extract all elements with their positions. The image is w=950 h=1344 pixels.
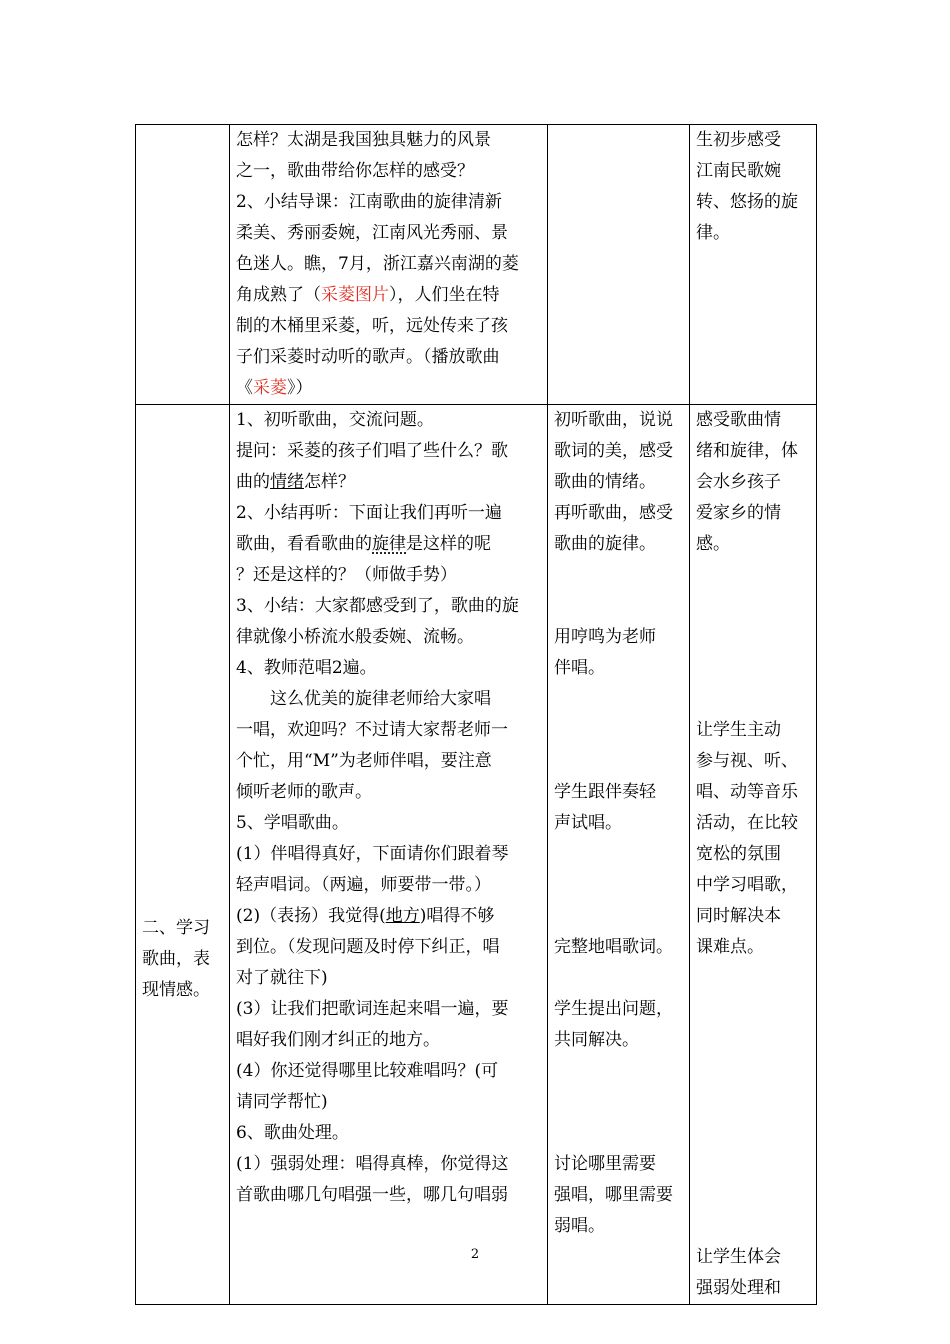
text-line: 现情感。 [142, 980, 210, 1000]
text-line: 二、学习 [142, 918, 210, 938]
text-line: 唱、动等音乐 [696, 782, 798, 802]
text-line: 3、小结：大家都感受到了，歌曲的旋 [236, 596, 519, 616]
text-line: 参与视、听、 [696, 751, 798, 771]
spacer [554, 839, 685, 932]
text-line: 首歌曲哪几句唱强一些，哪几句唱弱 [236, 1185, 508, 1205]
text-line: 角成熟了（采菱图片），人们坐在特 [236, 285, 500, 305]
student-cell [548, 405, 690, 1305]
text-line: 到位。（发现问题及时停下纠正，唱 [236, 937, 500, 957]
text-line: 对了就往下) [236, 968, 328, 988]
text-line: 活动，在比较 [696, 813, 798, 833]
underlined-text: 地方 [385, 906, 420, 926]
spacer [554, 560, 685, 622]
text-line: 强弱处理和 [696, 1278, 781, 1298]
text-line: 会水乡孩子 [696, 472, 781, 492]
text-line: 曲的情绪怎样？ [236, 472, 355, 492]
text-line: (2)（表扬）我觉得(地方)唱得不够 [236, 906, 495, 926]
text-line: 伴唱。 [554, 658, 605, 678]
stage-cell [136, 405, 230, 1305]
text-line: 倾听老师的歌声。 [236, 782, 372, 802]
activity-cell [230, 125, 548, 405]
text-line: 初听歌曲，说说 [554, 410, 673, 430]
text-line: 歌词的美，感受 [554, 441, 673, 461]
intent-cell [690, 125, 817, 405]
text-line: 让学生体会 [696, 1247, 781, 1267]
text-line: (1）伴唱得真好，下面请你们跟着琴 [236, 844, 509, 864]
text-line: 制的木桶里采菱，听，远处传来了孩 [236, 316, 508, 336]
text-line: (3）让我们把歌词连起来唱一遍，要 [236, 999, 509, 1019]
spacer [554, 684, 685, 777]
text-line: 4、教师范唱2遍。 [236, 658, 377, 678]
text-line: 5、学唱歌曲。 [236, 813, 349, 833]
activity-cell [230, 405, 548, 1305]
text-line: 1、初听歌曲，交流问题。 [236, 410, 434, 430]
text-line: 感受歌曲情 [696, 410, 781, 430]
text-line: 《采菱》） [236, 378, 313, 398]
text-line: 用哼鸣为老师 [554, 627, 656, 647]
table-row [136, 125, 817, 405]
text-line: 轻声唱词。（两遍，师要带一带。） [236, 875, 491, 895]
text-line: 柔美、秀丽委婉，江南风光秀丽、景 [236, 223, 508, 243]
spacer [696, 1149, 812, 1242]
text-line: 感。 [696, 534, 730, 554]
text-line: 课难点。 [696, 937, 764, 957]
text-line: 个忙，用“M”为老师伴唱，要注意 [236, 751, 492, 771]
page-number: 2 [470, 1247, 480, 1262]
highlight-text: 采菱图片 [321, 285, 389, 305]
text-line: 声试唱。 [554, 813, 622, 833]
text-line: 请同学帮忙) [236, 1092, 328, 1112]
text-line: 学生提出问题， [554, 999, 673, 1019]
spacer [696, 963, 812, 1056]
text-line: ？还是这样的？（师做手势） [236, 565, 457, 585]
text-line: 江南民歌婉 [696, 161, 781, 181]
text-line: 子们采菱时动听的歌声。（播放歌曲 [236, 347, 500, 367]
text-line: 弱唱。 [554, 1216, 605, 1236]
text-line: 歌曲的旋律。 [554, 534, 656, 554]
intent-cell [690, 405, 817, 1305]
text-line: 律。 [696, 223, 730, 243]
text-line: 学生跟伴奏轻 [554, 782, 656, 802]
text-line: 转、悠扬的旋 [696, 192, 798, 212]
text-line: 2、小结导课：江南歌曲的旋律清新 [236, 192, 502, 212]
text-line: 同时解决本 [696, 906, 781, 926]
text-line: 怎样？太湖是我国独具魅力的风景 [236, 130, 491, 150]
text-line: 绪和旋律，体 [696, 441, 798, 461]
text-line: 让学生主动 [696, 720, 781, 740]
text-line: 律就像小桥流水般委婉、流畅。 [236, 627, 474, 647]
lesson-plan-table [135, 124, 817, 1305]
text-line: 共同解决。 [554, 1030, 639, 1050]
spacer [554, 1056, 685, 1149]
text-line: 再听歌曲，感受 [554, 503, 673, 523]
text-line: 之一，歌曲带给你怎样的感受？ [236, 161, 474, 181]
emphasis-text: 旋律 [372, 534, 406, 554]
text-line: 歌曲，看看歌曲的旋律是这样的呢 [236, 534, 491, 554]
text-line: 唱好我们刚才纠正的地方。 [236, 1030, 440, 1050]
text-line: 宽松的氛围 [696, 844, 781, 864]
text-line: 提问：采菱的孩子们唱了些什么？歌 [236, 441, 508, 461]
underlined-text: 情绪 [270, 472, 304, 492]
spacer [696, 560, 812, 622]
highlight-text: 采菱 [253, 378, 287, 398]
text-line: 强唱，哪里需要 [554, 1185, 673, 1205]
text-line: 一唱，欢迎吗？不过请大家帮老师一 [236, 720, 508, 740]
text-line: 色迷人。瞧，7月，浙江嘉兴南湖的菱 [236, 254, 519, 274]
spacer [696, 1056, 812, 1149]
text-line: (1）强弱处理：唱得真棒，你觉得这 [236, 1154, 509, 1174]
text-line: 完整地唱歌词。 [554, 937, 673, 957]
text-line: 中学习唱歌， [696, 875, 798, 895]
text-line: (4）你还觉得哪里比较难唱吗？(可 [236, 1061, 499, 1081]
text-line: 6、歌曲处理。 [236, 1123, 349, 1143]
student-cell [548, 125, 690, 405]
spacer [554, 963, 685, 994]
text-line: 讨论哪里需要 [554, 1154, 656, 1174]
text-line: 歌曲，表 [142, 949, 210, 969]
text-line: 生初步感受 [696, 130, 781, 150]
spacer [696, 622, 812, 715]
text-line: 爱家乡的情 [696, 503, 781, 523]
table-row [136, 405, 817, 1305]
text-line: 这么优美的旋律老师给大家唱 [270, 689, 491, 709]
stage-cell [136, 125, 230, 405]
text-line: 2、小结再听：下面让我们再听一遍 [236, 503, 502, 523]
text-line: 歌曲的情绪。 [554, 472, 656, 492]
